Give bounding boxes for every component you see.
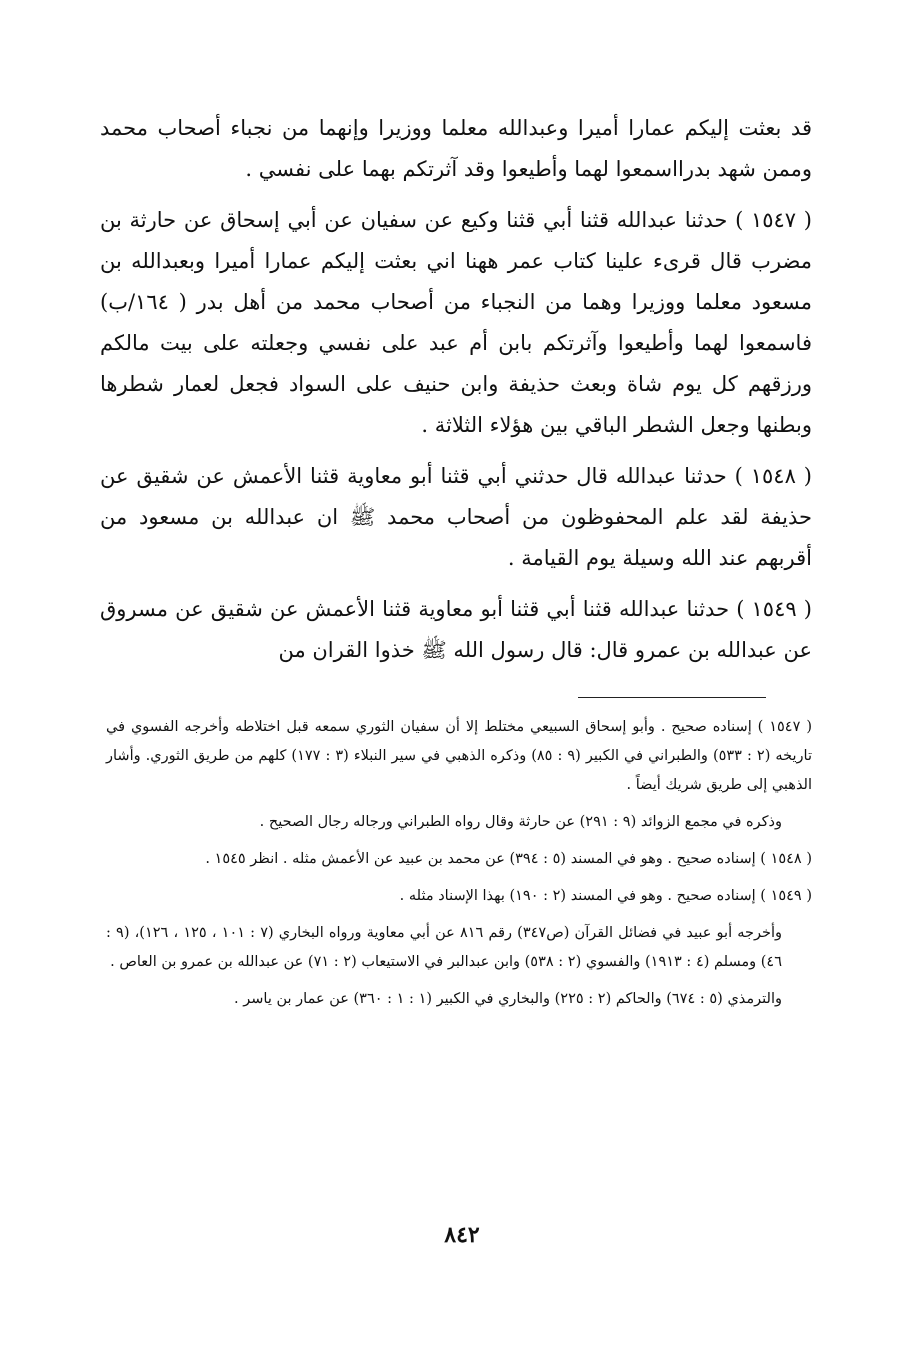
footnote-1549-sources: وأخرجه أبو عبيد في فضائل القرآن (ص٣٤٧) رقم ٨١٦ عن أبي معاوية ورواه البخاري (٧ : ١٠١ ، ١٢٥ ، ١٢٦)، (٩ : ٤٦) ومسلم (٤ : ١٩١٣) والفسوي (٢ : ٥٣٨) وابن عبدالبر في الاستيعاب (٢ : ٧١) عن عبدالله بن عمرو بن العاص . xyxy=(106,925,782,970)
footnote-1548: ( ١٥٤٨ ) إسناده صحيح . وهو في المسند (٥ : ٣٩٤) عن محمد بن عبيد عن الأعمش مثله . انظر ١٥٤٥ . xyxy=(205,851,812,867)
footnote-1547: ( ١٥٤٧ ) إسناده صحيح . وأبو إسحاق السبيعي مختلط إلا أن سفيان الثوري سمعه قبل اختلاطه وأخرجه الفسوي في تاريخه (٢ : ٥٣٣) والطبراني في الكبير (٩ : ٨٥) وذكره الذهبي في سير النبلاء (٣ : ١٧٧) كلهم من طريق الثوري. وأشار الذهبي إلى طريق شريك أيضاً . xyxy=(106,719,812,793)
page-number: ٨٤٢ xyxy=(444,1222,480,1248)
footnotes xyxy=(106,713,812,1022)
footnote-1549-more-sources: والترمذي (٥ : ٦٧٤) والحاكم (٢ : ٢٢٥) والبخاري في الكبير (١ : ١ : ٣٦٠) عن عمار بن ياسر . xyxy=(234,991,782,1007)
footnote-separator xyxy=(578,697,766,698)
footnote-1549: ( ١٥٤٩ ) إسناده صحيح . وهو في المسند (٢ : ١٩٠) بهذا الإسناد مثله . xyxy=(399,888,812,904)
paragraph-continuation: قد بعثت إليكم عمارا أميرا وعبدالله معلما ووزيرا وإنهما من نجباء أصحاب محمد وممن شهد بدرااسمعوا لهما وأطيعوا وقد آثرتكم بهما على نفسي . xyxy=(100,116,812,181)
hadith-1547: ( ١٥٤٧ ) حدثنا عبدالله قثنا أبي قثنا وكيع عن سفيان عن أبي إسحاق عن حارثة بن مضرب قال قرىء علينا كتاب عمر ههنا اني بعثت إليكم عمارا أميرا وبعبدالله بن مسعود معلما ووزيرا وهما من النجباء من أصحاب محمد من أهل بدر ( ١٦٤/ب) فاسمعوا لهما وأطيعوا وآثرتكم بابن أم عبد على نفسي وجعلته على بيت مالكم ورزقهم كل يوم شاة وبعث حذيفة وابن حنيف على السواد فجعل لعمار شطرها وبطنها وجعل الشطر الباقي بين هؤلاء الثلاثة . xyxy=(100,208,812,437)
footnote-1547-continued: وذكره في مجمع الزوائد (٩ : ٢٩١) عن حارثة وقال رواه الطبراني ورجاله رجال الصحيح . xyxy=(259,814,782,830)
main-text xyxy=(100,108,812,681)
hadith-1548: ( ١٥٤٨ ) حدثنا عبدالله قال حدثني أبي قثنا أبو معاوية قثنا الأعمش عن شقيق عن حذيفة لقد علم المحفوظون من أصحاب محمد ﷺ ان عبدالله بن مسعود من أقربهم عند الله وسيلة يوم القيامة . xyxy=(100,464,812,570)
hadith-1549: ( ١٥٤٩ ) حدثنا عبدالله قثنا أبي قثنا أبو معاوية قثنا الأعمش عن شقيق عن مسروق عن عبدالله بن عمرو قال: قال رسول الله ﷺ خذوا القران من xyxy=(100,597,812,662)
